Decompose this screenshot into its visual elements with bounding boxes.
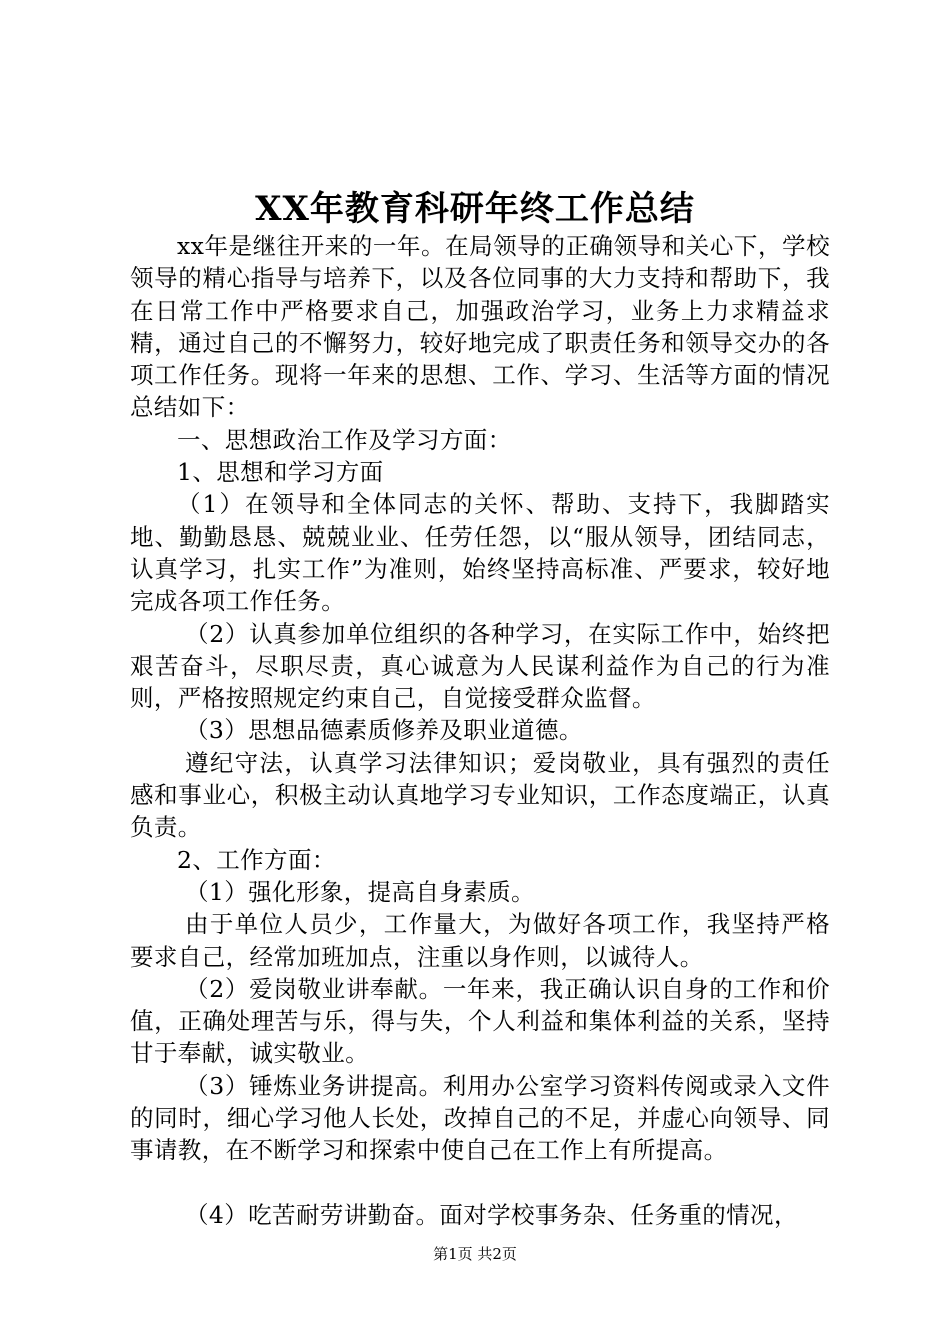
heading-section-1: 一、思想政治工作及学习方面： (177, 425, 512, 454)
page-footer: 第1页 共2页 (433, 1245, 517, 1263)
paragraph-item-1-3: （3）思想品德素质修养及职业道德。 (185, 716, 583, 745)
document-title: XX年教育科研年终工作总结 (255, 189, 695, 229)
document-body (130, 230, 830, 1231)
paragraph-item-2-4: （4）吃苦耐劳讲勤奋。面对学校事务杂、任务重的情况， (185, 1200, 798, 1229)
paragraph-image: 由于单位人员少，工作量大，为做好各项工作，我坚持严格要求自己，经常加班加点，注重以身作则，以诚待人。 (130, 910, 830, 971)
paragraph-item-1-2: （2）认真参加单位组织的各种学习，在实际工作中，始终把艰苦奋斗，尽职尽责，真心诚意为人民谋利益作为自己的行为准则，严格按照规定约束自己，自觉接受群众监督。 (130, 619, 830, 713)
paragraph-item-1-1: （1）在领导和全体同志的关怀、帮助、支持下，我脚踏实地、勤勤恳恳、兢兢业业、任劳任怨，以“服从领导，团结同志，认真学习，扎实工作”为准则，始终坚持高标准、严要求，较好地完成各项工作任务。 (130, 490, 830, 616)
paragraph-item-2-1: （1）强化形象，提高自身素质。 (185, 877, 535, 906)
paragraph-ethics: 遵纪守法，认真学习法律知识；爱岗敬业，具有强烈的责任感和事业心，积极主动认真地学习专业知识，工作态度端正，认真负责。 (130, 748, 830, 842)
heading-subsection-1: 1、思想和学习方面 (177, 458, 384, 487)
paragraph-intro: xx年是继往开来的一年。在局领导的正确领导和关心下，学校领导的精心指导与培养下，以及各位同事的大力支持和帮助下，我在日常工作中严格要求自己，加强政治学习，业务上力求精益求精，通过自己的不懈努力，较好地完成了职责任务和领导交办的各项工作任务。现将一年来的思想、工作、学习、生活等方面的情况总结如下： (130, 232, 830, 422)
heading-subsection-2: 2、工作方面： (177, 845, 336, 874)
paragraph-item-2-3: （3）锤炼业务讲提高。利用办公室学习资料传阅或录入文件的同时，细心学习他人长处，改掉自己的不足，并虚心向领导、同事请教，在不断学习和探索中使自己在工作上有所提高。 (130, 1071, 830, 1165)
paragraph-item-2-2: （2）爱岗敬业讲奉献。一年来，我正确认识自身的工作和价值，正确处理苦与乐，得与失，个人利益和集体利益的关系，坚持甘于奉献，诚实敬业。 (130, 974, 830, 1068)
